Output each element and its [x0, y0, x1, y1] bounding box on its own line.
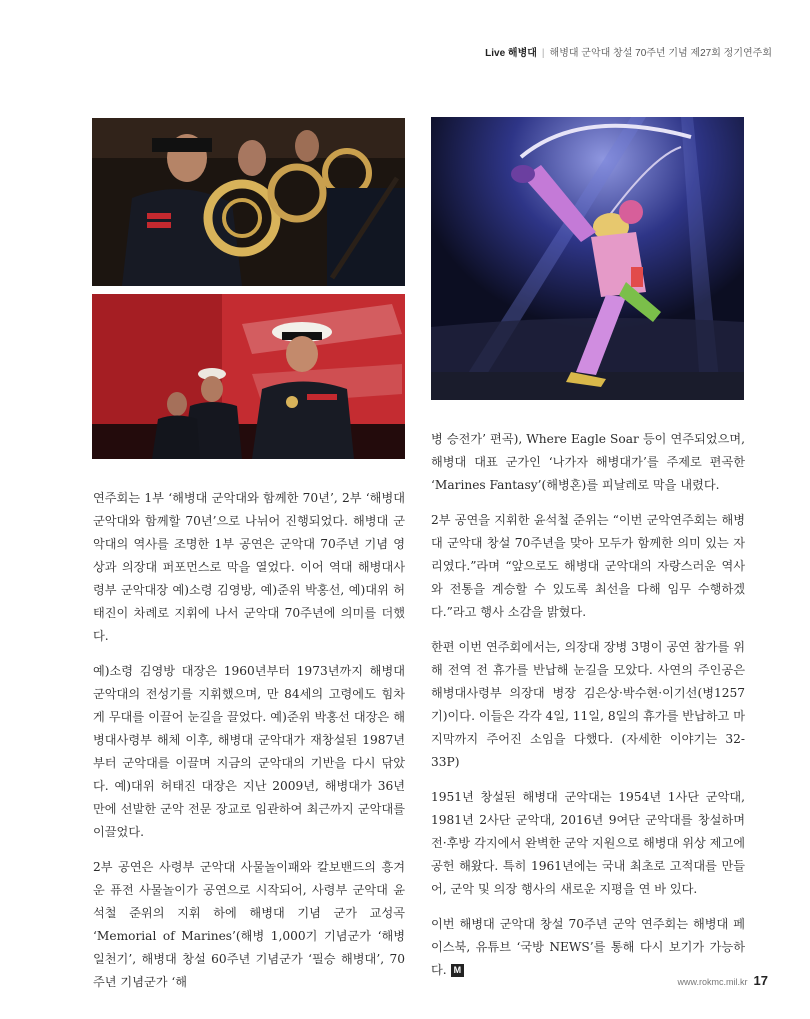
page-footer — [678, 972, 768, 990]
header-title: 해병대 군악대 창설 70주년 기념 제27회 정기연주회 — [549, 48, 772, 59]
footer-url: www.rokmc.mil.kr — [677, 977, 748, 987]
paragraph: 병 승전가’ 편곡), Where Eagle Soar 등이 연주되었으며, 해병대 대표 군가인 ‘나가자 해병대가’를 주제로 편곡한 ‘Marines Fantasy’(해병혼)를 피날레로 막을 내렸다. — [431, 432, 745, 492]
paragraph: 한편 이번 연주회에서는, 의장대 장병 3명이 공연 참가를 위해 전역 전 휴가를 반납해 눈길을 모았다. 사연의 주인공은 해병대사령부 의장대 병장 김은상·박수현·이기선(병1257기)이다. 이들은 각각 4일, 11일, 8일의 휴가를 반납하고 마지막까지 주어진 소임을 다했다. (자세한 이야기는 32-33P) — [431, 640, 745, 769]
paragraph-text: 이번 해병대 군악대 창설 70주년 군악 연주회는 해병대 페이스북, 유튜브 ‘국방 NEWS’를 통해 다시 보기가 가능하다. — [431, 917, 745, 977]
paragraph: 예)소령 김영방 대장은 1960년부터 1973년까지 해병대 군악대의 전성기를 지휘했으며, 만 84세의 고령에도 힘차게 무대를 이끌어 눈길을 끌었다. 예)준위 박홍선 대장은 해병대사령부 해체 이후, 해병대 군악대가 재창설된 1987년부터 군악대를 이끌며 지금의 군악대의 기반을 다시 닦았다. 예)대위 허태진 대장은 지난 2009년, 해병대가 36년 만에 선발한 군악 전문 장교로 임관하여 최근까지 군악대를 이끌었다. — [93, 664, 405, 839]
paragraph: 연주회는 1부 ‘해병대 군악대와 함께한 70년’, 2부 ‘해병대 군악대와 함께할 70년’으로 나뉘어 진행되었다. 해병대 군악대의 역사를 조명한 1부 공연은 군악대 70주년 기념 영상과 의장대 퍼포먼스로 막을 열었다. 이어 역대 해병대사령부 군악대장 예)소령 김영방, 예)준위 박홍선, 예)대위 허태진이 차례로 지휘에 나서 군악대 70주년에 의미를 더했다. — [93, 491, 405, 643]
page-number: 17 — [753, 973, 768, 988]
photo-sangmo-dancer — [431, 117, 744, 400]
paragraph: 2부 공연을 지휘한 윤석철 준위는 “이번 군악연주회는 해병대 군악대 창설 70주년을 맞아 모두가 함께한 의미 있는 자리였다.”라며 “앞으로도 해병대 군악대의 자랑스러운 역사와 전통을 계승할 수 있도록 최선을 다해 임무 수행하겠다.”라고 행사 소감을 밝혔다. — [431, 513, 745, 619]
header-separator: | — [541, 48, 545, 59]
end-mark-icon: M — [451, 964, 465, 977]
photo-singer-stage — [92, 294, 405, 459]
paragraph: 1951년 창설된 해병대 군악대는 1954년 1사단 군악대, 1981년 2사단 군악대, 2016년 9여단 군악대를 창설하며 전·후방 각지에서 완벽한 군악 지원으로 해병대 위상 제고에 공헌 해왔다. 특히 1961년에는 국내 최초로 고적대를 만들어, 군악 및 의장 행사의 새로운 지평을 연 바 있다. — [431, 790, 745, 896]
section-label: Live 해병대 — [485, 48, 537, 59]
paragraph: 2부 공연은 사령부 군악대 사물놀이패와 칼보밴드의 흥겨운 퓨전 사물놀이가 공연으로 시작되어, 사령부 군악대 윤석철 준위의 지휘 하에 해병대 기념 군가 교성곡 ‘Memorial of Marines’(해병 1,000기 기념군가 ‘해병 일천기’, 해병대 창설 60주년 기념군가 ‘필승 해병대’, 70주년 기념군가 ‘해 — [93, 860, 405, 989]
running-header — [485, 44, 772, 59]
photo-horn-players — [92, 118, 405, 286]
article-column-left — [93, 487, 405, 1006]
article-column-right — [431, 428, 745, 994]
